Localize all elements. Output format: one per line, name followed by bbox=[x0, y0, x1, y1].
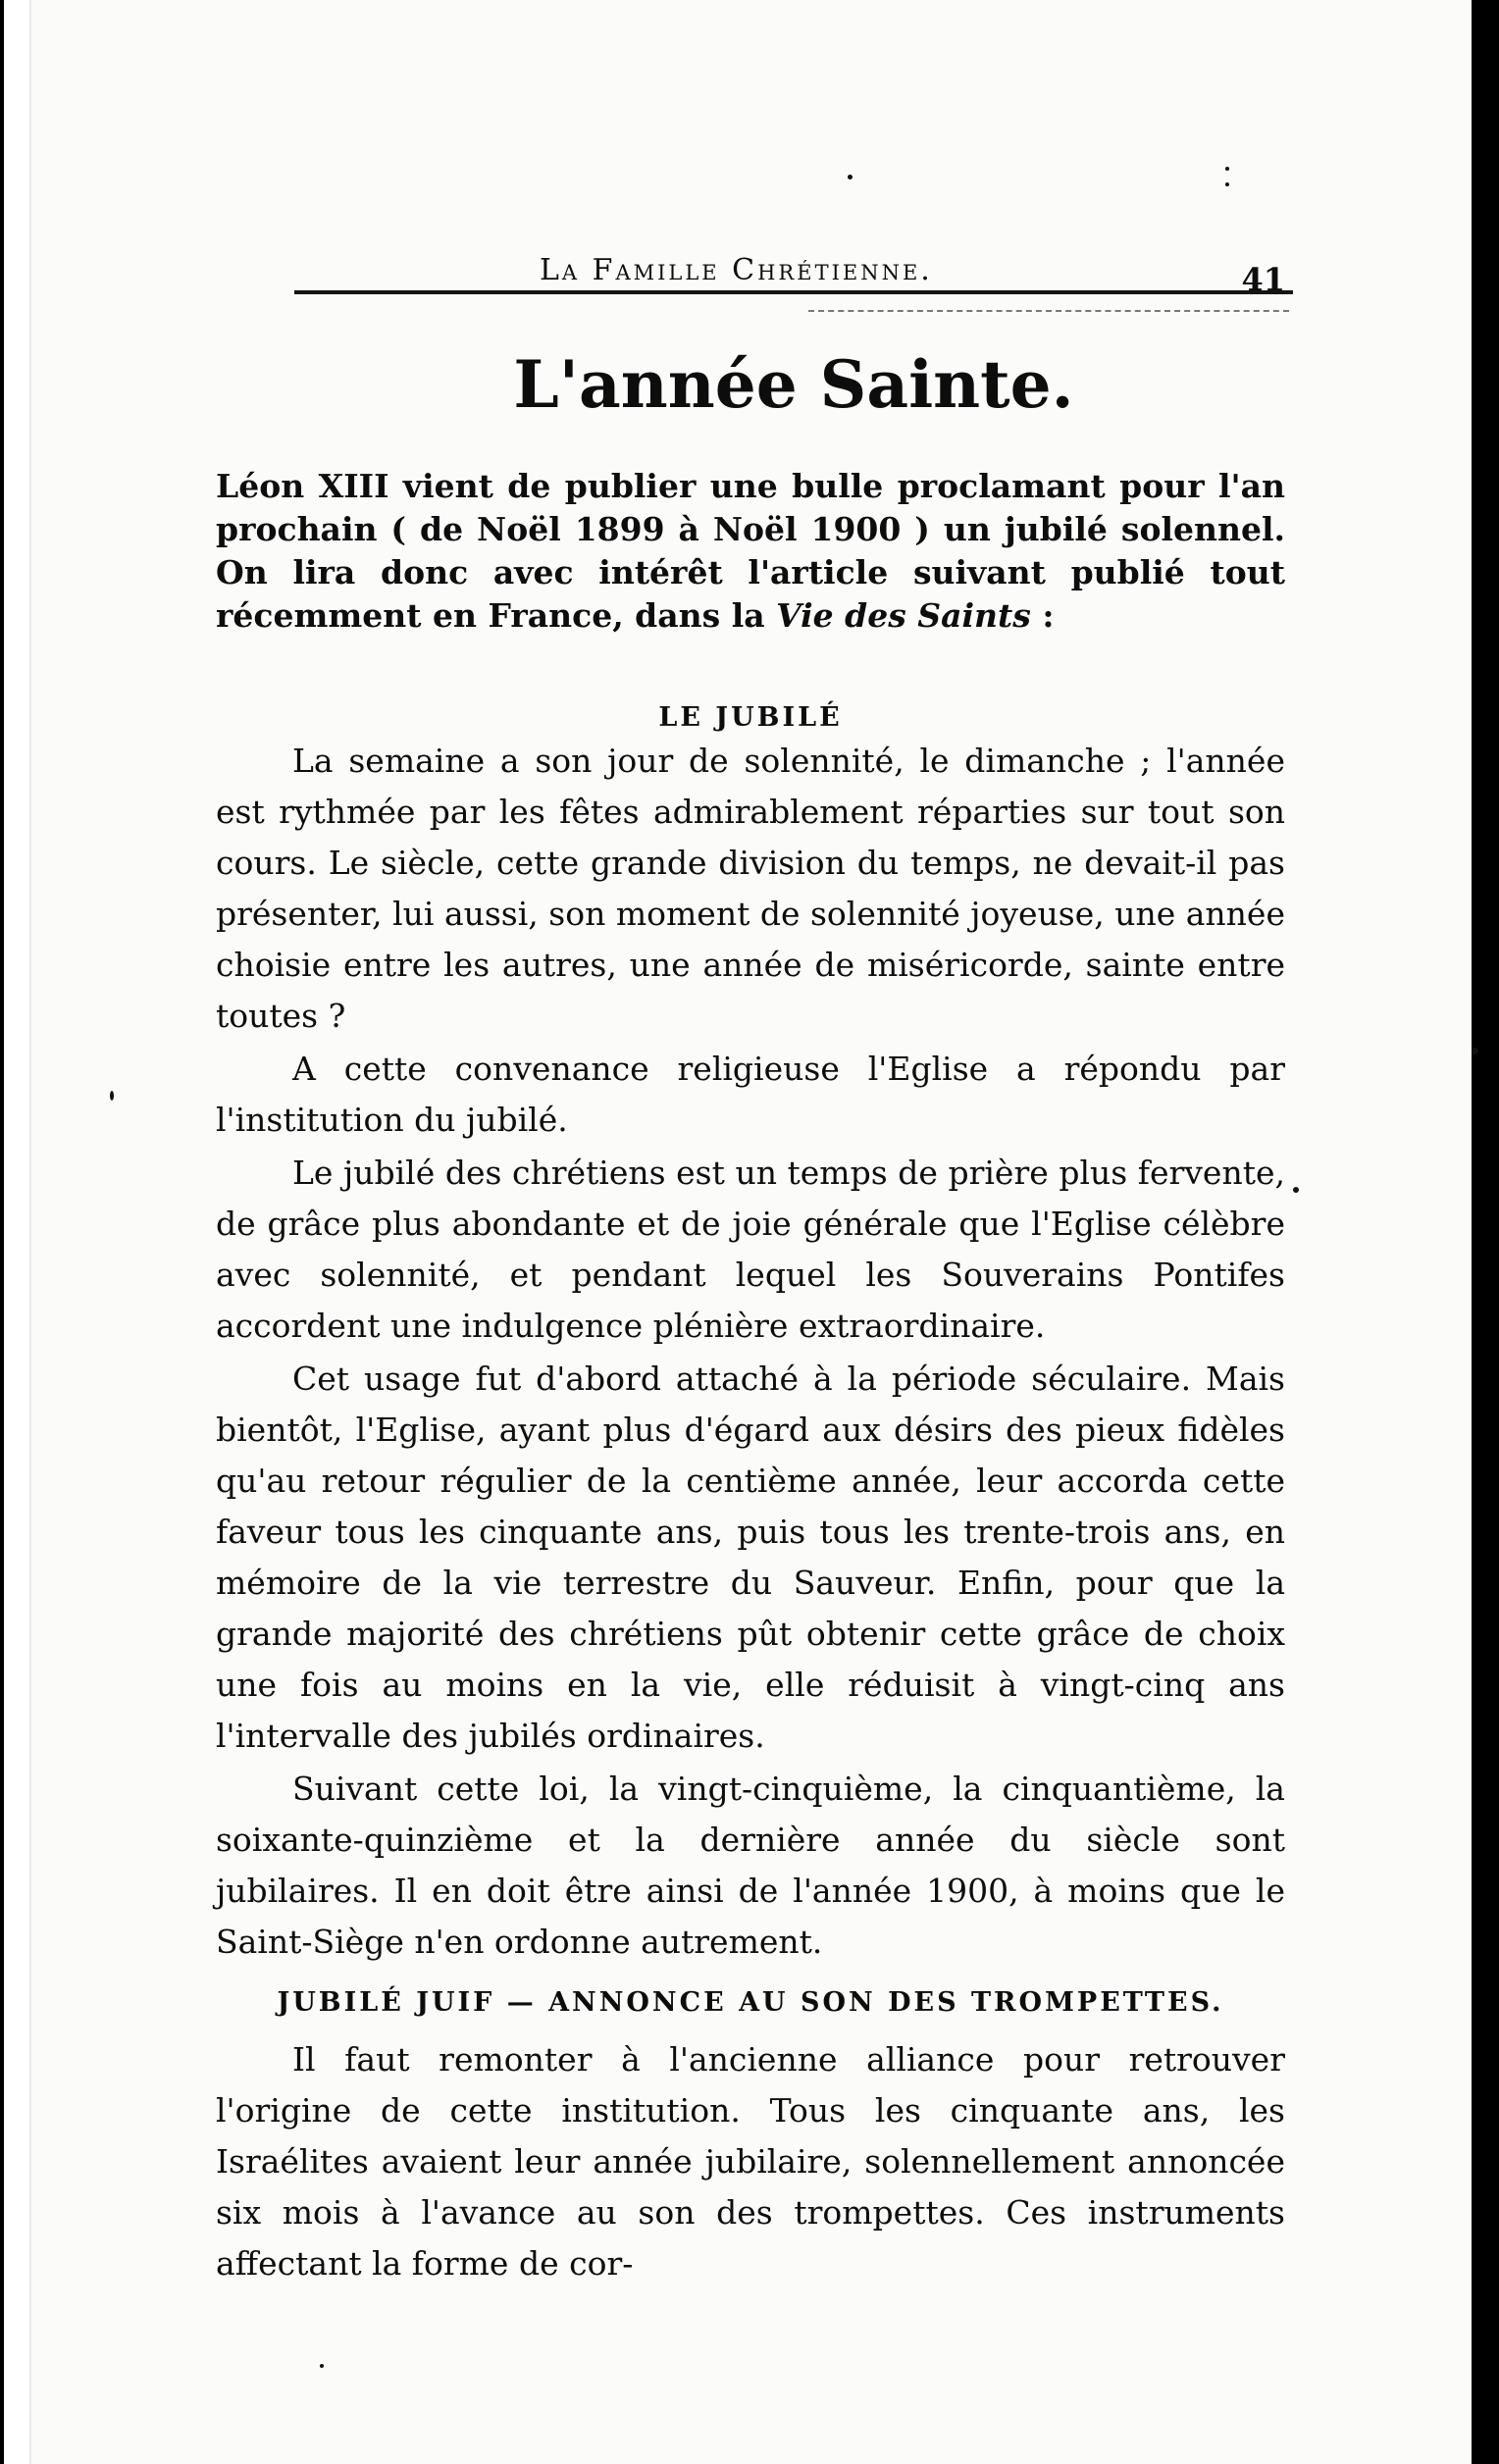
section-jubile-juif-body bbox=[216, 2034, 1285, 2291]
header-rule-secondary bbox=[808, 310, 1289, 312]
running-head bbox=[294, 253, 1285, 312]
page bbox=[4, 0, 1472, 2464]
scan-speck bbox=[1472, 1048, 1478, 1054]
running-title: La Famille Chrétienne. bbox=[540, 253, 933, 287]
paragraph: Cet usage fut d'abord attaché à la période séculaire. Mais bientôt, l'Eglise, ayant plus d'égard aux désirs des pieux fidèles qu'au retour régulier de la centième année, leur accorda cette faveur tous les cinquante ans, puis tous les trente-trois ans, en mémoire de la vie terrestre du Sauveur. Enfin, pour que la grande majorité des chrétiens pût obtenir cette grâce de choix une fois au moins en la vie, elle réduisit à vingt-cinq ans l'intervalle des jubilés ordinaires. bbox=[216, 1360, 1285, 1755]
header-rule bbox=[294, 290, 1293, 294]
paragraph: Suivant cette loi, la vingt-cinquième, la cinquantième, la soixante-quinzième et la dernière année du siècle sont jubilaires. Il en doit être ainsi de l'année 1900, à moins que le Saint-Siège n'en ordonne autrement. bbox=[216, 1770, 1285, 1961]
scan-speck bbox=[110, 1091, 114, 1101]
paragraph: La semaine a son jour de solennité, le dimanche ; l'année est rythmée par les fêtes admirablement réparties sur tout son cours. Le siècle, cette grande division du temps, ne devait-il pas présenter, lui aussi, son moment de solennité joyeuse, une année choisie entre les autres, une année de miséricorde, sainte entre toutes ? bbox=[216, 742, 1285, 1035]
scan-speck bbox=[1293, 1187, 1299, 1193]
section-heading-jubile: LE JUBILÉ bbox=[658, 702, 843, 733]
section-heading-jubile-juif: JUBILÉ JUIF — ANNONCE AU SON DES TROMPETTES. bbox=[277, 1987, 1224, 2018]
scan-speck bbox=[1225, 182, 1229, 186]
section-jubile-body bbox=[216, 736, 1285, 1970]
paragraph: Le jubilé des chrétiens est un temps de prière plus fervente, de grâce plus abondante et de joie générale que l'Eglise célèbre avec solennité, et pendant lequel les Souverains Pontifes accordent une indulgence plénière extraordinaire. bbox=[216, 1154, 1285, 1345]
intro-text-before: Léon XIII vient de publier une bulle proclamant pour l'an prochain ( de Noël 1899 à Noël 1900 ) un jubilé solennel. On lira donc avec intérêt l'article suivant publié tout récemment en France, dans la bbox=[216, 467, 1285, 635]
intro-paragraph bbox=[216, 465, 1285, 640]
scan-speck bbox=[320, 2364, 324, 2368]
paragraph: Il faut remonter à l'ancienne alliance pour retrouver l'origine de cette institution. Tous les cinquante ans, les Israélites avaient leur année jubilaire, solennellement annoncée six mois à l'avance au son des trompettes. Ces instruments affectant la forme de cor- bbox=[216, 2040, 1285, 2283]
paragraph: A cette convenance religieuse l'Eglise a répondu par l'institution du jubilé. bbox=[216, 1050, 1285, 1139]
page-number: 41 bbox=[1241, 261, 1285, 298]
intro-text bbox=[216, 465, 1285, 638]
scan-speck bbox=[1225, 167, 1229, 171]
article-title: L'année Sainte. bbox=[513, 346, 1074, 423]
intro-text-after: : bbox=[1030, 596, 1055, 635]
scan-speck bbox=[848, 175, 853, 180]
scan-edge bbox=[4, 0, 31, 2464]
source-title: Vie des Saints bbox=[776, 596, 1031, 635]
